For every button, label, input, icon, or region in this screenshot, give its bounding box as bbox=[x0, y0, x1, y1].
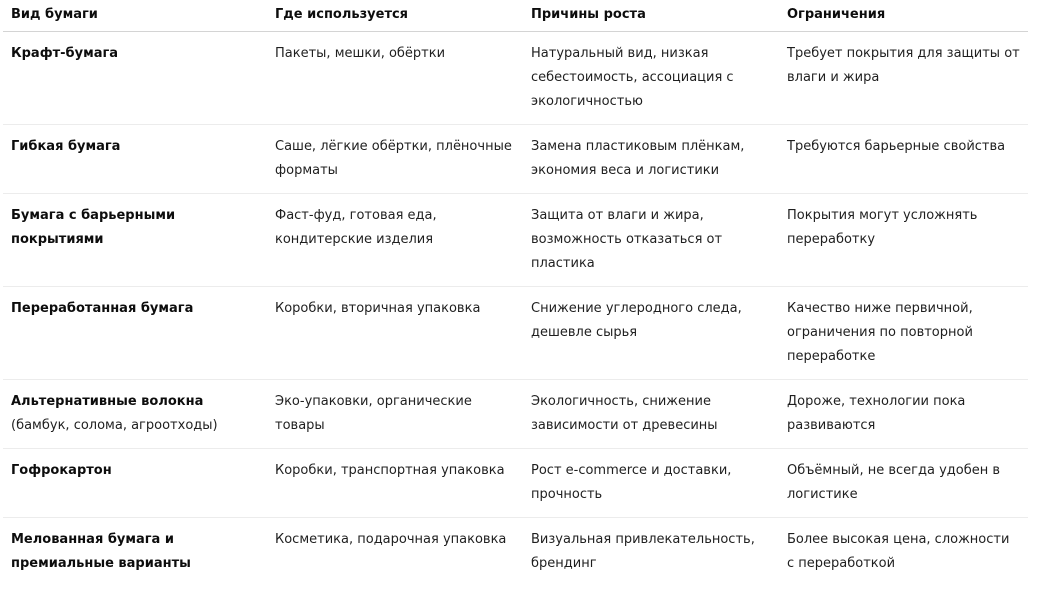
table-header-row bbox=[3, 0, 1028, 32]
paper-type-name: Крафт-бумага bbox=[11, 46, 119, 61]
usage-cell: Коробки, транспортная упаковка bbox=[267, 449, 523, 518]
paper-types-table bbox=[3, 0, 1028, 586]
limits-cell: Требует покрытия для защиты от влаги и жира bbox=[779, 32, 1028, 125]
limits-cell: Качество ниже первичной, ограничения по повторной переработке bbox=[779, 287, 1028, 380]
limits-cell: Требуются барьерные свойства bbox=[779, 125, 1028, 194]
growth-cell: Натуральный вид, низкая себестоимость, ассоциация с экологичностью bbox=[523, 32, 779, 125]
growth-cell: Экологичность, снижение зависимости от древесины bbox=[523, 380, 779, 449]
paper-type-name: Мелованная бумага и премиальные варианты bbox=[11, 532, 191, 571]
paper-type-cell bbox=[3, 125, 267, 194]
usage-cell: Коробки, вторичная упаковка bbox=[267, 287, 523, 380]
table-row bbox=[3, 287, 1028, 380]
paper-type-name: Альтернативные волокна bbox=[11, 394, 204, 409]
header-limitations: Ограничения bbox=[779, 0, 1028, 32]
usage-cell: Фаст-фуд, готовая еда, кондитерские изделия bbox=[267, 194, 523, 287]
paper-type-name: Гофрокартон bbox=[11, 463, 112, 478]
paper-type-cell bbox=[3, 32, 267, 125]
header-usage: Где используется bbox=[267, 0, 523, 32]
header-paper-type: Вид бумаги bbox=[3, 0, 267, 32]
limits-cell: Более высокая цена, сложности с переработкой bbox=[787, 532, 1010, 571]
growth-cell: Рост e-commerce и доставки, прочность bbox=[523, 449, 779, 518]
paper-type-cell bbox=[3, 194, 267, 287]
paper-type-note: (бамбук, солома, агроотходы) bbox=[11, 418, 218, 433]
table-row bbox=[3, 380, 1028, 449]
usage-cell: Саше, лёгкие обёртки, плёночные форматы bbox=[267, 125, 523, 194]
header-growth-reasons: Причины роста bbox=[523, 0, 779, 32]
paper-type-name: Бумага с барьерными покрытиями bbox=[11, 208, 176, 247]
limits-cell: Объёмный, не всегда удобен в логистике bbox=[779, 449, 1028, 518]
usage-cell: Эко-упаковки, органические товары bbox=[267, 380, 523, 449]
table-row bbox=[3, 32, 1028, 125]
table-row bbox=[3, 194, 1028, 287]
paper-type-name: Гибкая бумага bbox=[11, 139, 121, 154]
paper-type-cell bbox=[3, 380, 267, 449]
paper-type-name: Переработанная бумага bbox=[11, 301, 194, 316]
growth-cell: Защита от влаги и жира, возможность отказаться от пластика bbox=[523, 194, 779, 287]
limits-cell: Дороже, технологии пока развиваются bbox=[779, 380, 1028, 449]
growth-cell: Замена пластиковым плёнкам, экономия веса и логистики bbox=[523, 125, 779, 194]
growth-cell: Визуальная привлекательность, брендинг bbox=[531, 532, 755, 571]
table-row bbox=[3, 449, 1028, 518]
paper-type-cell bbox=[3, 287, 267, 380]
growth-cell: Снижение углеродного следа, дешевле сырья bbox=[523, 287, 779, 380]
limits-cell: Покрытия могут усложнять переработку bbox=[779, 194, 1028, 287]
table-row bbox=[3, 125, 1028, 194]
usage-cell: Косметика, подарочная упаковка bbox=[275, 532, 507, 547]
table-row bbox=[3, 518, 1028, 587]
paper-type-cell bbox=[3, 518, 267, 587]
usage-cell: Пакеты, мешки, обёртки bbox=[267, 32, 523, 125]
paper-type-cell bbox=[3, 449, 267, 518]
